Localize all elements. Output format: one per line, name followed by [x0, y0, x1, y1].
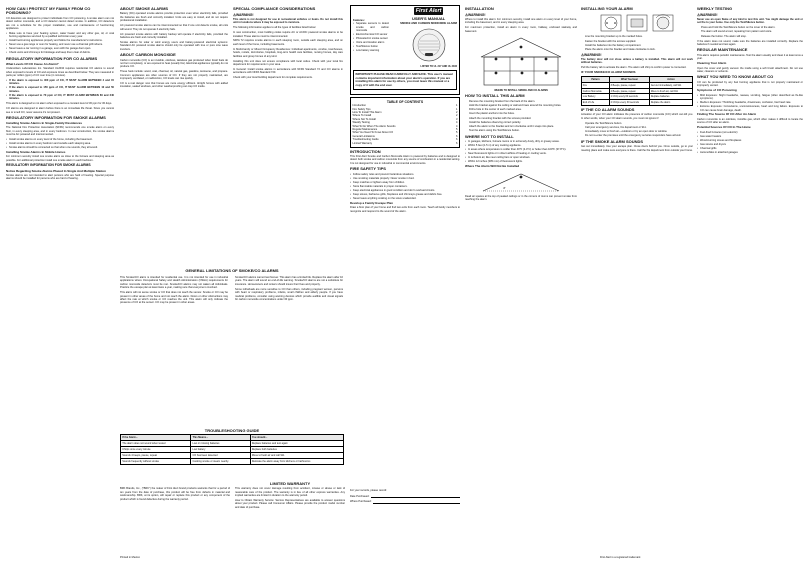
list-item: • Never leave anything cooking on the stove unattended. [350, 197, 460, 200]
list-item: Insert the plastic anchors into the holes. [469, 112, 515, 116]
list-item: • Wood-burning stoves and fireplaces [697, 139, 803, 142]
list-item: Remove the mounting bracket from the back of the alarm. [469, 99, 536, 103]
warning-title: ⚠ WARNING! [697, 13, 803, 17]
table-cell: Move to fresh air and call 911 [250, 452, 343, 458]
install-steps [465, 100, 577, 133]
heading-installation: INSTALLATION [465, 6, 494, 11]
svg-text:4": 4" [503, 185, 506, 190]
toc-row: Regular Maintenance 5 [352, 128, 458, 132]
list-item: • Install smoke alarms on every level of the home, including the basement. [6, 138, 114, 141]
paragraph: Carbon monoxide (CO) is an invisible, odorless, tasteless gas produced when fossil fuels do not burn completely, or are exposed to heat (usually fire). Electrical appliances typically do not produce CO. [120, 58, 228, 69]
heading-know-about-co: WHAT YOU NEED TO KNOW ABOUT CO [697, 74, 774, 80]
where-purchased-field[interactable]: Where Purchased: [350, 500, 460, 503]
subheading: Potential Sources Of CO In The Home [697, 125, 751, 130]
paragraph: These fuels include: wood, coal, charcoal, oil, natural gas, gasoline, kerosene, and propane. Common appliances are often sources of CO. If they are not properly maintained, are improperly ventilated, or malfunction, CO levels can rise quickly. [120, 70, 228, 81]
heading-fire-safety: FIRE SAFETY TIPS [350, 166, 386, 172]
paragraph: In General: Install smoke alarms in accordance with NFPA Standard 72 and CO alarms in accordance with NFPA Standard 720. [233, 67, 343, 75]
paragraph: Open the cover and gently vacuum the inside using a soft brush attachment. Do not use water, cleaners or solvents. [697, 66, 803, 74]
table-row: End of Life 2 Chirps every 30 seconds Replace the alarm [582, 100, 693, 106]
paragraph: Carbon monoxide is an odorless, invisible gas, which often makes it difficult to locate the source of CO after an alarm. [697, 117, 803, 125]
manual-subtitle: SMOKE AND CARBON MONOXIDE ALARM [400, 20, 457, 25]
column-6 [581, 5, 693, 565]
toc-row: Limited Warranty 6 [352, 141, 458, 145]
list-item: • Medium Exposure: Throbbing headache, drowsiness, confusion, fast heart rate. [697, 101, 803, 104]
important-note: IMPORTANT! PLEASE READ CAREFULLY AND SAVE. This user's manual contains important information about your alarm's operation. If you are installing this alarm for use by others, you must leave this manual or a copy of it with the end user. [353, 70, 457, 90]
heading-how-to-install: HOW TO INSTALL THIS ALARM [465, 93, 525, 99]
warning-title: ⚠ WARNING! [233, 13, 343, 17]
bullet-list [6, 32, 114, 55]
table-cell: Cooking smoke or steam nearby [191, 458, 250, 464]
paragraph: CO can be produced by any fuel burning appliance that is not properly maintained or improperly vented. [697, 80, 803, 88]
manual-header [350, 5, 460, 95]
subheading: Where The Alarm Will Not Be Installed [465, 163, 520, 168]
list-item: • Never use a gas range or oven for heating, and never use a charcoal grill indoors. [6, 43, 114, 46]
toc-row: Troubleshooting Guide 6 [352, 138, 458, 142]
testing-steps [697, 26, 803, 38]
paragraph: Battery (DC) operated smoke alarms provide protection even when electricity fails, provided the batteries are fresh and correctly installed. Units are easy to install, and do not require professional installation. [120, 12, 228, 23]
subheading: Cleaning Your Alarm [697, 61, 727, 66]
list-item: • Near fluorescent lights or in direct airflow of heating or cooling vents. [465, 152, 577, 155]
brand-logo: First Alert [415, 8, 442, 14]
paragraph: How to Obtain Warranty Service: Service Representatives are available to answer questions about your product. Please call Consumer Affairs. Please provide the product model number and date of purchase. [235, 499, 345, 509]
list-item: • Automobiles in attached garages [697, 151, 803, 154]
general-limitations-col-2 [235, 276, 343, 426]
heading-smoke-alarm-sounds: IF THE SMOKE ALARM SOUNDS [581, 138, 644, 144]
alarm-pattern-table [581, 76, 693, 106]
list-item: • Charcoal grills [697, 147, 803, 150]
ceiling-diagram [465, 171, 577, 193]
list-item: • Keep electrical appliances in good condition and don't overload circuits. [350, 189, 460, 192]
list-item: • In areas where temperature is colder than 40°F (4.4°C) or hotter than 100°F (37.8°C). [465, 148, 577, 151]
toc-row: What You Need To Know About CO 5 [352, 131, 458, 135]
column-5 [465, 5, 577, 565]
list-item: • If the alarm is exposed to 400 ppm of CO, IT MUST ALARM BETWEEN 4 and 15 minutes. [6, 79, 114, 86]
table-header: If the Alarm... [121, 435, 191, 441]
list-item: Attach the mounting bracket with the screws provided. [469, 116, 532, 120]
general-limitations-col-1 [120, 276, 228, 426]
manual-title: USER'S MANUAL [411, 16, 446, 22]
list-item: • If the alarm is exposed to 70 ppm of CO, IT MUST ALARM BETWEEN 60 and 240 minutes. [6, 94, 114, 101]
ul-listing: LISTED TO UL 217 AND UL 2034 [420, 65, 457, 69]
table-cell: Chirps once every minute [121, 447, 191, 453]
heading-introduction: INTRODUCTION [350, 148, 381, 154]
bullet-list [465, 140, 577, 164]
heading-regulatory-co: REGULATORY INFORMATION FOR CO ALARMS [6, 55, 98, 61]
heading-weekly-testing: WEEKLY TESTING [697, 6, 733, 11]
list-item: Install the batteries into the battery compartment. [585, 43, 642, 47]
table-header: This Means... [191, 435, 250, 441]
list-item: Call your emergency services, fire department or 911. [585, 125, 647, 129]
table-row: Carbon Monoxide 4 Beeps, pause, repeat Move to fresh air, call 911 [582, 88, 693, 94]
heading-protect-family: HOW CAN I PROTECT MY FAMILY FROM CO POISONING? [6, 6, 91, 16]
table-cell: Replace both batteries [250, 447, 343, 453]
heading-regulatory-smoke: REGULATORY INFORMATION FOR SMOKE ALARMS [6, 114, 106, 120]
toc-row: What To Do When The Alarm Sounds 4 [352, 124, 458, 128]
subheading: Develop a Family Escape Plan [350, 200, 394, 205]
table-header: Pattern [582, 77, 610, 83]
paragraph: For minimum security install one smoke alarm as close to the furnace and sleeping area as possible. For additional protection install one smoke alarm in each bedroom. [6, 155, 114, 162]
list-item: • If the alarm is exposed to 150 ppm of CO, IT MUST ALARM BETWEEN 10 and 50 minutes. [6, 86, 114, 93]
alarm-table-title: IF YOUR SMOKE/CO ALARM SOUNDS [581, 70, 636, 75]
paragraph: Where to install this alarm: For minimum security, install one alarm on every level of your home, including the basement, and in every sleeping area. [465, 17, 577, 25]
paragraph: Smoke alarms for solar or wind energy users and battery-powered electrical systems: Standard AC powered smoke alarms should only be operated with true or pure sine wave inverters. [120, 40, 228, 51]
table-cell: Replace batteries and test again [250, 441, 343, 447]
general-limitations-title: GENERAL LIMITATIONS OF SMOKE/CO ALARMS [185, 268, 279, 273]
paragraph: This Smoke/CO alarm is intended for residential use. It is not intended for use in industrial applications where Occupational Safety and Health Administration (OSHA) requirements for carbon monoxide detectors must be met. Smoke/CO alarms may not waken all individuals. Practice the escape plan at least twice a year, making sure that everyone is involved. [120, 276, 228, 290]
column-1 [6, 5, 114, 545]
heading-regular-maintenance: REGULAR MAINTENANCE [697, 47, 748, 53]
paragraph: The National Fire Protection Association (NFPA) recommends one smoke alarm on every floor, in every sleeping area, and in every bedroom. In new construction, the smoke alarms must be AC powered and interconnected. [6, 126, 114, 137]
list-item: • In garages, kitchens, furnace rooms or in extremely dusty, dirty or greasy areas. [465, 140, 577, 143]
paragraph: The following information applies to all the types of facilities listed below: [233, 26, 317, 30]
list-item: Attach the alarm to the bracket and turn clockwise until it snaps into place. [469, 124, 555, 128]
list-item: • Follow safety rules and prevent hazardous situations. [350, 173, 460, 176]
list-item: • Store flammable materials in proper containers. [350, 185, 460, 188]
paragraph: Some individuals are more sensitive to CO than others, including pregnant women, persons with heart or respiratory problems, infants, small children and elderly people. If you have medical problems, consider using warning devices which provide audible and visual signals for carbon monoxide concentrations under 30 ppm. [235, 287, 343, 302]
list-item: • Keep stoves, barbecue grills, fireplaces and chimneys grease and debris free. [350, 193, 460, 196]
column-4 [350, 5, 460, 565]
paragraph: Actuation of your CO alarm indicates the presence of carbon monoxide (CO) which can kill you. In other words, when your CO alarm sounds, you must not ignore it! [581, 113, 693, 120]
paragraph: Dead air spaces at the top of peaked ceilings or in the corners of rooms can prevent smoke from reaching the alarm. [465, 194, 577, 202]
warranty-title: LIMITED WARRANTY [269, 481, 311, 486]
paragraph: In Multi-Family or Mixed Occupancy Residences: Individual apartments, condos, townhouses, hotels, motels, dormitories, hospitals, long-term health care facilities, nursing homes, day care facilities and group homes of any kind. [233, 47, 343, 58]
list-item: • Gas water heaters [697, 135, 803, 138]
list-item: Place the alarm onto the bracket and rotate clockwise to lock. [585, 48, 656, 52]
paragraph: Installing this unit does not ensure compliance with local codes. Check with your local fire department for requirements in your area. [233, 59, 343, 67]
table-cell: CO has been detected [191, 452, 250, 458]
paragraph: Never use an open flame of any kind to test this unit. You might damage the unit or set fire to your home. Use only the Test/Silence button. [697, 17, 803, 25]
list-item: Hold the bracket against the ceiling or wall and trace around the mounting holes. [469, 103, 562, 107]
paragraph: Check with your local building department for complete requirements. [233, 76, 313, 80]
table-row: Low Battery 1 Chirp every 60 seconds Replace batteries [582, 94, 693, 100]
list-item: • Install fuel-burning appliances properly and follow the manufacturer's instructions. [6, 39, 114, 42]
table-header: You should... [250, 435, 343, 441]
subheading: Finding The Source Of CO After An Alarm [697, 112, 757, 117]
toc-row: Introduction 1 [352, 104, 458, 108]
install-illustrations [581, 13, 693, 33]
alarm-device-illustration [400, 27, 457, 63]
co-steps [581, 122, 693, 138]
table-of-contents [350, 97, 460, 148]
list-item: • Within 12 inches (305 mm) of fluorescent lights. [465, 160, 577, 163]
heading-installing-alarm: INSTALLING YOUR ALARM [581, 6, 633, 11]
paragraph: Smoke alarms are not intended to alert persons who are hard of hearing. Special purpose alarms should be installed for persons who are hard of hearing. [6, 174, 114, 181]
subheading: Installing Smoke Alarms In Mobile Homes [6, 150, 66, 155]
figure-caption: WHERE TO INSTALL SMOKE AND CO ALARMS [494, 89, 548, 93]
bullet-list [6, 138, 114, 149]
list-item: • Check vents and chimneys for blockage and keep them clear of debris. [6, 51, 114, 54]
list-item: • Mild Exposure: Slight headache, nausea, vomiting, fatigue (often described as flu-like symptoms). [697, 94, 803, 101]
paragraph: CO detectors are designed to protect individuals from CO poisoning. A smoke alarm can not detect carbon monoxide, and a CO detector cannot detect smoke. In addition, CO detectors are not a substitute for the proper installation, use and maintenance of fuel-burning appliances. [6, 16, 114, 31]
table-header: Action [650, 77, 693, 83]
list-item: Drill a hole in the center of each marked area. [469, 108, 522, 112]
list-item: • Gas stoves and dryers [697, 143, 803, 146]
table-cell: Low or missing batteries [191, 441, 250, 447]
list-item: Press and hold the Test/Silence button on the cover of the alarm. [701, 26, 776, 30]
table-cell: The alarm does not sound when tested [121, 441, 191, 447]
list-item: • Never leave a car running in a garage, even with the garage door open. [6, 47, 114, 50]
list-item: Immediately move to fresh air—outdoors or by an open door or window. [585, 130, 668, 134]
bullet-list [697, 94, 803, 112]
paragraph: AC powered smoke alarms with battery backup will operate if electricity fails, provided the batteries are fresh and correctly installed. [120, 32, 228, 39]
paragraph: This alarm requires periodic maintenance. Test the alarm weekly and clean it at least once a year. [697, 53, 803, 61]
footer-left: Printed in Mexico [120, 556, 140, 559]
table-row [121, 458, 344, 464]
features-box: Features: • Separate sensors to detect smoke and carbon monoxide • Electrochemical CO sensor • Photoelectric smoke sensor • Voice and location alarm • Test/Silence button • Low battery warning [353, 19, 389, 54]
toc-row: Weekly Testing 4 [352, 121, 458, 125]
installing-steps [581, 35, 693, 51]
paragraph: Get out immediately. Use your escape plan. Close doors behind you. Once outside, go to your meeting place and make sure everyone is there. Call the fire department from outside your home. [581, 145, 693, 152]
toc-title: TABLE OF CONTENTS [386, 99, 424, 104]
toc-row: Fire Safety Tips 1 [352, 107, 458, 111]
table-cell: Relocate the alarm away from kitchens or bathrooms [250, 458, 343, 464]
bullet-list [6, 79, 114, 101]
heading-where-not-install: WHERE NOT TO INSTALL [465, 133, 514, 139]
paragraph: This First Alert Smoke and Carbon Monoxide Alarm is powered by batteries and is designed to detect both smoke and carbon monoxide from any source of combustion in a residential setting. It is not designed for use in industrial or commercial environments. [350, 155, 460, 165]
heading-regulatory-smoke-2: REGULATORY INFORMATION FOR SMOKE ALARMS [6, 163, 91, 168]
troubleshooting-guide [120, 428, 344, 465]
paragraph: Smoke/CO alarms cannot last forever. This alarm has a limited life. Replace the alarm after 10 years. The alarm will sound an end-of-life warning. Smoke/CO alarms are not a substitute for insurance. Homeowners and renters should insure their lives and property. [235, 276, 343, 286]
paragraph: This alarm is designed to not alarm when exposed to a constant level of 30 ppm for 30 days. [6, 102, 112, 106]
list-item: • Keep matches or lighters away from children. [350, 181, 460, 184]
list-item: Fasten the bracket with the screws supplied. [585, 39, 637, 43]
paragraph: In new construction, most building codes require AC or AC/DC powered smoke alarms to be installed. These alarms must be interconnected. [233, 31, 343, 38]
list-item: • Install smoke alarms in every bedroom and outside each sleeping area. [6, 142, 114, 145]
battery-illustration [625, 13, 649, 33]
heading-co-alarm-sounds: IF THE CO ALARM SOUNDS [581, 107, 635, 112]
paragraph: NFPA 72 requires smoke alarms in each sleeping room, outside each sleeping area, and on each level of the home, including basements. [233, 39, 343, 46]
toc-row: Where Not To Install 3 [352, 117, 458, 121]
paragraph: Draw a floor plan of your home and find two exits from each room. Teach all family members to recognize and respond to the sound of the alarm. [350, 206, 460, 213]
paragraph: This warranty does not cover damage resulting from accident, misuse or abuse or lack of reasonable care of the product. The warranty is in lieu of all other express warranties. Any implied warranties are limited in duration to the warranty period. [235, 487, 345, 498]
heading-special-compliance: SPECIAL COMPLIANCE CONSIDERATIONS [233, 6, 316, 11]
list-item: • Use smoking materials properly. Never smoke in bed. [350, 177, 460, 180]
paragraph: This alarm will not sense smoke or CO that does not reach the sensor. Smoke or CO may be present in other areas of the home and not reach the alarm. Doors or other obstructions may affect the rate at which smoke or CO reaches the unit. This alarm will only indicate the presence of CO at the sensor. CO may be present in other areas. [120, 291, 228, 305]
subheading: Installing Smoke Alarms In Single-Family Residences [6, 120, 83, 125]
subheading: What Levels Of CO Cause An Alarm? [6, 61, 59, 66]
list-item: • Smoke alarms should be connected so that when one sounds, they all sound. [6, 146, 114, 149]
list-item: Install the batteries observing correct polarity. [469, 120, 521, 124]
list-item: Line the mounting bracket up to the marked holes. [585, 35, 643, 39]
column-7 [697, 5, 803, 565]
toc-row: General Limitations 6 [352, 134, 458, 138]
heading-about-smoke-alarms: ABOUT SMOKE ALARMS [120, 6, 169, 11]
table-header: What You Hear [609, 77, 649, 83]
paragraph: BRK Brands, Inc., ("BRK") the maker of First Alert brand products warrants that for a period of ten years from the date of purchase, this product will be free from defects in material and workmanship. BRK, at its option, will repair or replace this product or any component of the product which is found defective during the warranty period. [120, 487, 230, 501]
warning-title: ⚠ WARNING! [465, 13, 577, 17]
paragraph: This alarm is not designed for use in recreational vehicles or boats. Do not install this unit in locations where it may be exposed to moisture. [233, 17, 343, 25]
table-cell: Sounds frequently without smoke [121, 458, 191, 464]
list-item: • Make sure to have your heating system, water heater and any other gas, oil, or coal burning appliances serviced by a qualified technician every year. [6, 32, 114, 39]
list-item: Release the button. The alarm will stop. [701, 34, 747, 38]
troubleshooting-title: TROUBLESHOOTING GUIDE [204, 428, 260, 433]
subheading: Symptoms of CO Poisoning [697, 88, 737, 93]
list-item: • Extreme Exposure: Convulsions, unconsciousness, heart and lung failure. Exposure to CO can cause brain damage, death. [697, 105, 803, 112]
records-label: For your records, please record: [350, 489, 387, 493]
list-item: Test the alarm using the Test/Silence button. [469, 129, 520, 133]
subheading: Notice Regarding Smoke Alarms Placed In Single And Multiple Station [6, 168, 106, 173]
toc-row: Where To Install 2 [352, 114, 458, 118]
table-cell: Sounds 4 beeps, pause, repeat [121, 452, 191, 458]
bullet-list [350, 173, 460, 201]
heading-about-co: ABOUT CARBON MONOXIDE [120, 52, 176, 58]
bullet-list [697, 131, 803, 155]
mount-illustration [651, 13, 675, 33]
paragraph: Underwriters Laboratories Inc. Standard UL2034 requires residential CO alarms to sound when exposed to levels of CO and exposure times as described below. They are measured in parts per million (ppm) of CO over time (in minutes). [6, 67, 114, 78]
paragraph: The battery door will not close unless a battery is installed. This alarm will not work without batteries. [581, 57, 693, 65]
list-item: • In turbulent air, like near ceiling fans or open windows. [465, 156, 577, 159]
list-item: The alarm will sound a loud, repeating horn pattern and voice. [701, 30, 773, 34]
table-row: Fire 3 Beeps, pause, repeat Get out immediately, call 911 [582, 82, 693, 88]
paragraph: If the alarm does not sound, make sure the batteries are installed correctly. Replace the batteries if needed and test again. [697, 39, 803, 46]
warning-title: ⚠ WARNING! [581, 53, 693, 57]
toc-row: How To Install This Alarm 2 [352, 110, 458, 114]
paragraph: AC powered smoke alarms can be interconnected so that if one unit detects smoke, all units will sound. They do not operate if electricity fails. [120, 24, 228, 31]
paragraph: Pull the battery tab to activate the alarm. The alarm will chirp to confirm power is connected. [581, 66, 687, 70]
table-cell: Low battery [191, 447, 250, 453]
paragraph: CO alarms are designed to alarm before there is an immediate life threat. Since you cannot see or smell CO, never assume it's not present. [6, 107, 114, 114]
paragraph: CO is a real danger now that homes are more energy efficient. Airtight homes with added insulation, sealed windows, and other weatherproofing can trap CO inside. [120, 82, 228, 89]
list-item: Operate the Test/Silence button. [585, 121, 623, 125]
paragraph: For maximum protection, install an alarm in every room, hallway, enclosed stairway and basement. [465, 26, 577, 33]
list-item: Do not re-enter the premises until the emergency services responders have arrived. [585, 134, 682, 138]
list-item: • Fuel-fired furnaces (non-electric) [697, 131, 803, 134]
troubleshooting-table [120, 434, 344, 464]
column-2 [120, 5, 228, 265]
bracket-illustration [599, 13, 623, 33]
footer-right: First Alert is a registered trademark [600, 556, 641, 559]
date-purchased-field[interactable]: Date Purchased: [350, 495, 460, 498]
list-item: • Within 5 feet (1.5 m) of any cooking appliance. [465, 144, 577, 147]
house-diagram [465, 35, 577, 87]
